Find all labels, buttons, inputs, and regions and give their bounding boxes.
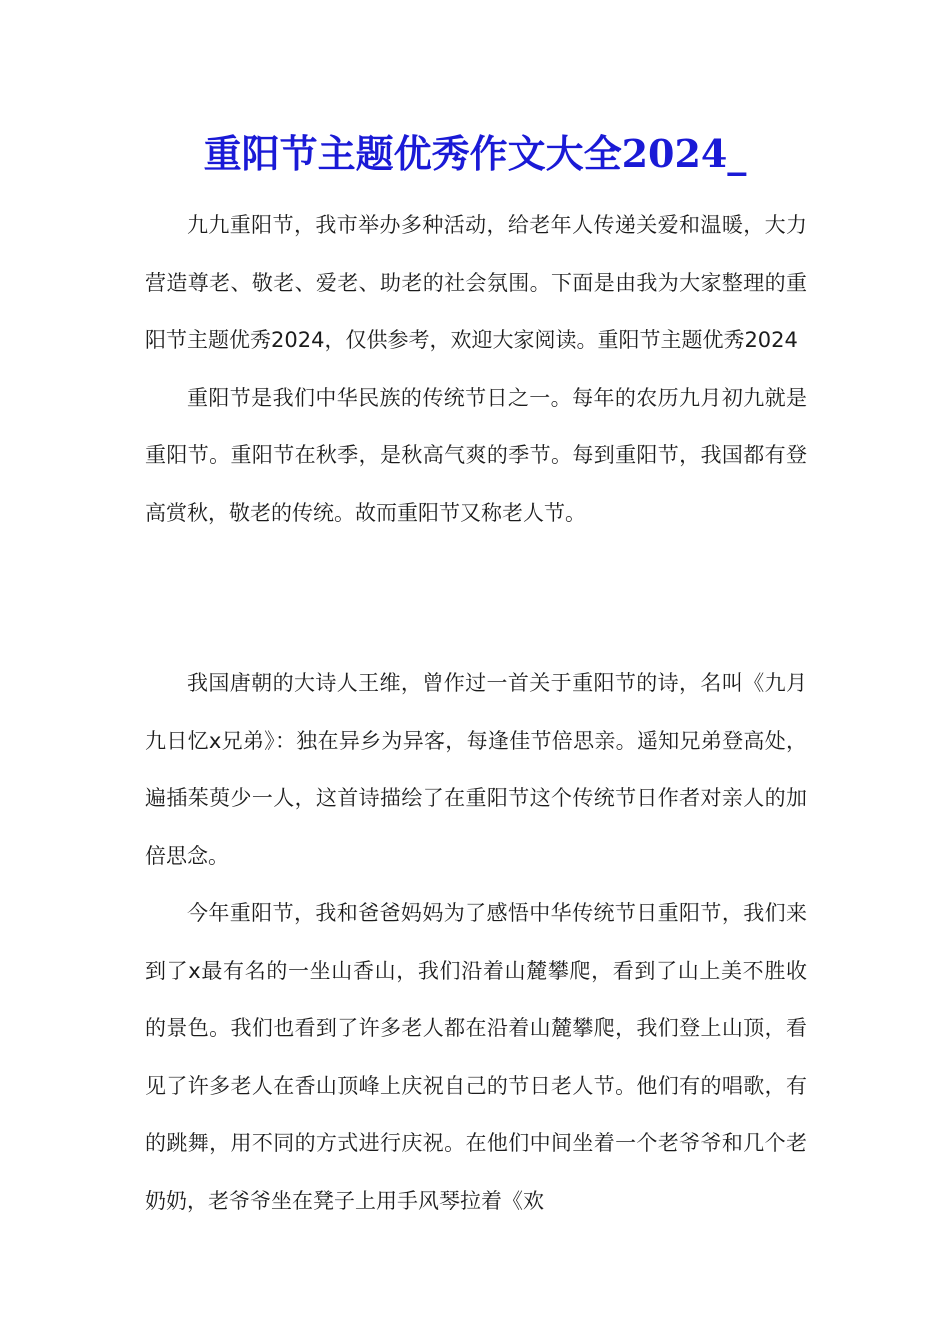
document-body-bottom	[145, 655, 807, 1230]
paragraph-poem: 我国唐朝的大诗人王维，曾作过一首关于重阳节的诗，名叫《九月九日忆x兄弟》：独在异乡为异客，每逢佳节倍思亲。遥知兄弟登高处，遍插茱萸少一人，这首诗描绘了在重阳节这个传统节日作者对亲人的加倍思念。	[145, 671, 807, 868]
paragraph-festival-description: 重阳节是我们中华民族的传统节日之一。每年的农历九月初九就是重阳节。重阳节在秋季，是秋高气爽的季节。每到重阳节，我国都有登高赏秋，敬老的传统。故而重阳节又称老人节。	[145, 385, 807, 525]
document-body-top	[145, 197, 807, 542]
paragraph-xiangshan-trip: 今年重阳节，我和爸爸妈妈为了感悟中华传统节日重阳节，我们来到了x最有名的一坐山香山，我们沿着山麓攀爬，看到了山上美不胜收的景色。我们也看到了许多老人都在沿着山麓攀爬，我们登上山顶，看见了许多老人在香山顶峰上庆祝自己的节日老人节。他们有的唱歌，有的跳舞，用不同的方式进行庆祝。在他们中间坐着一个老爷爷和几个老奶奶，老爷爷坐在凳子上用手风琴拉着《欢	[145, 901, 807, 1213]
paragraph-intro: 九九重阳节，我市举办多种活动，给老年人传递关爱和温暖，大力营造尊老、敬老、爱老、助老的社会氛围。下面是由我为大家整理的重阳节主题优秀2024，仅供参考，欢迎大家阅读。重阳节主题优秀2024	[145, 213, 807, 352]
document-title: 重阳节主题优秀作文大全2024_	[203, 131, 747, 176]
